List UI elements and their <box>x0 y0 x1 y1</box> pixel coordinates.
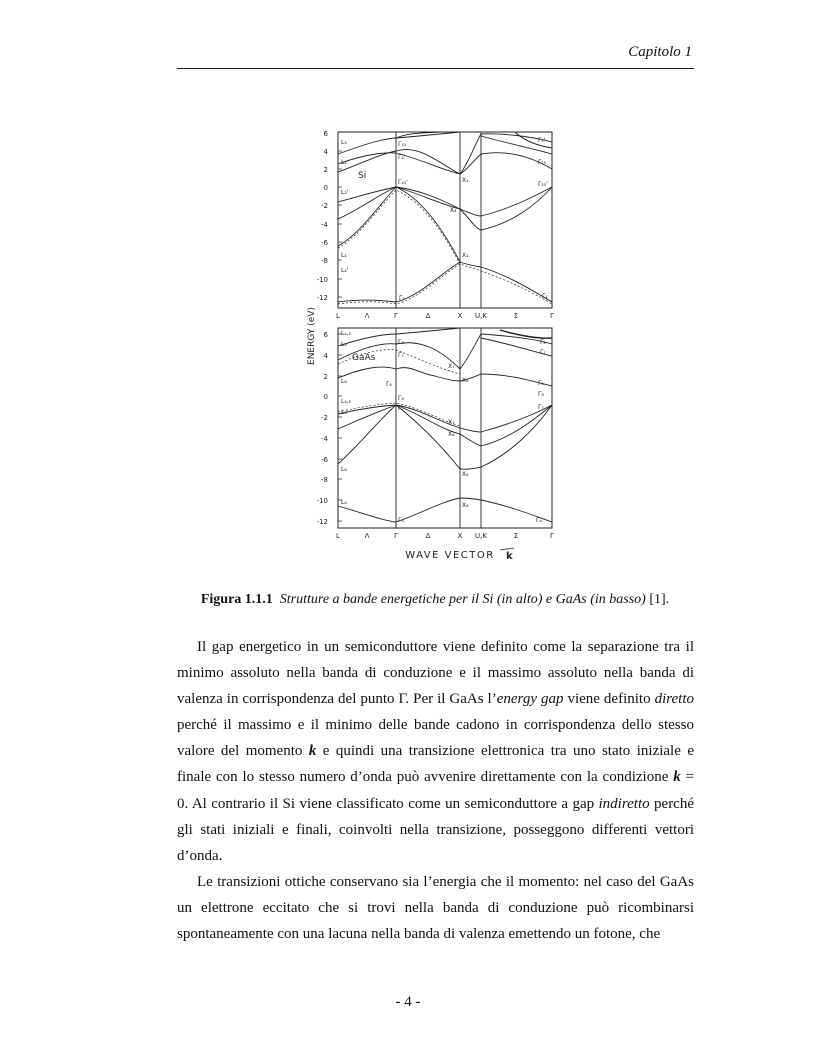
page-number: - 4 - <box>395 994 421 1010</box>
x-axis-vector-k: k <box>506 551 513 562</box>
svg-text:X₆: X₆ <box>448 431 455 438</box>
caption-text: Strutture a bande energetiche per il Si (in alto) e GaAs (in basso) <box>279 592 646 607</box>
svg-text:L₃: L₃ <box>341 139 347 146</box>
svg-text:Γ: Γ <box>394 532 398 540</box>
svg-text:X: X <box>457 532 463 540</box>
svg-text:Γ₂₅': Γ₂₅' <box>398 179 408 186</box>
si-labels <box>317 130 554 320</box>
svg-text:Γ₁: Γ₁ <box>399 295 405 302</box>
svg-text:L₆: L₆ <box>341 466 347 473</box>
svg-text:Γ₆: Γ₆ <box>538 380 544 387</box>
svg-text:-6: -6 <box>321 239 328 247</box>
svg-text:U,K: U,K <box>475 532 487 540</box>
gaas-material-label: GaAs <box>352 353 376 363</box>
svg-text:X₁: X₁ <box>462 177 469 184</box>
svg-text:-4: -4 <box>321 221 328 229</box>
svg-text:-6: -6 <box>321 456 328 464</box>
svg-text:0: 0 <box>323 184 328 192</box>
svg-text:L₃': L₃' <box>341 189 349 196</box>
svg-text:Γ₇: Γ₇ <box>540 349 546 356</box>
page-header <box>177 42 694 69</box>
svg-text:Γ₈: Γ₈ <box>538 391 544 398</box>
svg-text:Γ₂': Γ₂' <box>538 137 546 144</box>
svg-text:6: 6 <box>323 130 328 138</box>
body-text <box>177 634 694 947</box>
svg-text:Λ: Λ <box>364 532 370 540</box>
svg-text:6: 6 <box>323 331 328 339</box>
svg-text:X₁: X₁ <box>462 252 469 259</box>
svg-text:L: L <box>336 532 340 540</box>
svg-text:L₂': L₂' <box>341 267 349 274</box>
svg-text:L: L <box>336 312 340 320</box>
si-panel <box>338 132 552 308</box>
svg-text:Γ₈: Γ₈ <box>540 339 546 346</box>
svg-text:-2: -2 <box>321 202 328 210</box>
paragraph-1: Il gap energetico in un semiconduttore viene definito come la separazione tra il minimo assoluto nella banda di conduzione e il massimo assoluto nella banda di valenza in corrispondenza del punto Γ. Per il GaAs l’energy gap viene definito diretto perché il massimo e il minimo delle bande cadono in corrispondenza dello stesso valore del momento k e quindi una transizione elettronica tra uno stato iniziale e finale con lo stesso numero d’onda può avvenire direttamente con la condizione k = 0. Al contrario il Si viene classificato come un semiconduttore a gap indiretto perché gli stati iniziali e finali, coinvolti nella transizione, posseggono differenti vettori d’onda. <box>177 639 695 864</box>
vector-arrow-icon <box>500 548 514 550</box>
svg-text:Λ: Λ <box>364 312 370 320</box>
svg-text:Γ₁₅: Γ₁₅ <box>398 141 407 148</box>
svg-text:Γ₂': Γ₂' <box>398 154 406 161</box>
svg-text:-8: -8 <box>321 257 328 265</box>
svg-text:X: X <box>457 312 463 320</box>
si-material-label: Si <box>358 171 367 181</box>
svg-text:-12: -12 <box>316 518 328 526</box>
svg-text:Γ: Γ <box>550 312 554 320</box>
svg-text:Γ₆: Γ₆ <box>398 517 404 524</box>
svg-text:-2: -2 <box>321 414 328 422</box>
caption-label: Figura 1.1.1 <box>200 592 273 607</box>
chapter-title: Capitolo 1 <box>628 44 692 60</box>
svg-text:L₆: L₆ <box>341 409 347 416</box>
svg-text:L₆: L₆ <box>341 341 347 348</box>
svg-text:L₆: L₆ <box>341 499 347 506</box>
svg-text:X₇: X₇ <box>448 419 455 426</box>
svg-text:L₆: L₆ <box>341 378 347 385</box>
svg-text:2: 2 <box>323 373 328 381</box>
svg-text:X₆: X₆ <box>462 377 469 384</box>
band-structure-figure <box>300 124 568 566</box>
svg-text:L₁: L₁ <box>341 159 347 166</box>
svg-text:-4: -4 <box>321 435 328 443</box>
paragraph-2: Le transizioni ottiche conservano sia l’energia che il momento: nel caso del GaAs un elettrone eccitato che si trovi nella banda di conduzione può ricombinarsi spontaneamente con una lacuna nella banda di valenza emettendo un fotone, che <box>177 873 694 943</box>
svg-text:Γ₈: Γ₈ <box>398 339 404 346</box>
svg-text:U,K: U,K <box>475 312 487 320</box>
svg-text:L₄,₅: L₄,₅ <box>341 398 352 405</box>
svg-text:Δ: Δ <box>425 532 431 540</box>
caption-reference: [1]. <box>649 592 670 607</box>
svg-text:X₄: X₄ <box>450 207 457 214</box>
svg-text:2: 2 <box>323 166 328 174</box>
x-axis-label: WAVE VECTOR <box>405 550 495 561</box>
svg-text:L₄,₅: L₄,₅ <box>341 330 352 337</box>
svg-text:X₆: X₆ <box>462 502 469 509</box>
svg-text:Γ₇: Γ₇ <box>538 404 544 411</box>
svg-text:Γ: Γ <box>394 312 398 320</box>
svg-text:0: 0 <box>323 393 328 401</box>
svg-text:Γ₂₅': Γ₂₅' <box>538 181 548 188</box>
svg-text:Γ₇: Γ₇ <box>398 405 404 412</box>
svg-text:Γ₁: Γ₁ <box>542 293 548 300</box>
svg-text:-8: -8 <box>321 476 328 484</box>
svg-text:X₆: X₆ <box>462 471 469 478</box>
svg-text:Σ: Σ <box>513 532 519 540</box>
svg-text:Γ₈: Γ₈ <box>398 395 404 402</box>
svg-text:-10: -10 <box>316 276 328 284</box>
svg-text:Γ₁₅: Γ₁₅ <box>538 159 547 166</box>
svg-text:Γ₇: Γ₇ <box>398 352 404 359</box>
svg-text:X₇: X₇ <box>448 363 455 370</box>
svg-text:-10: -10 <box>316 497 328 505</box>
svg-text:L₁: L₁ <box>341 252 347 259</box>
svg-text:Δ: Δ <box>425 312 431 320</box>
svg-text:4: 4 <box>323 148 328 156</box>
svg-text:4: 4 <box>323 352 328 360</box>
svg-text:Γ₆: Γ₆ <box>386 381 392 388</box>
svg-text:-12: -12 <box>316 294 328 302</box>
y-axis-label: ENERGY (eV) <box>307 307 317 365</box>
figure-caption <box>140 592 730 608</box>
gaas-labels <box>317 330 554 540</box>
svg-text:Γ: Γ <box>550 532 554 540</box>
svg-text:Γ₆: Γ₆ <box>536 517 542 524</box>
svg-text:Σ: Σ <box>513 312 519 320</box>
